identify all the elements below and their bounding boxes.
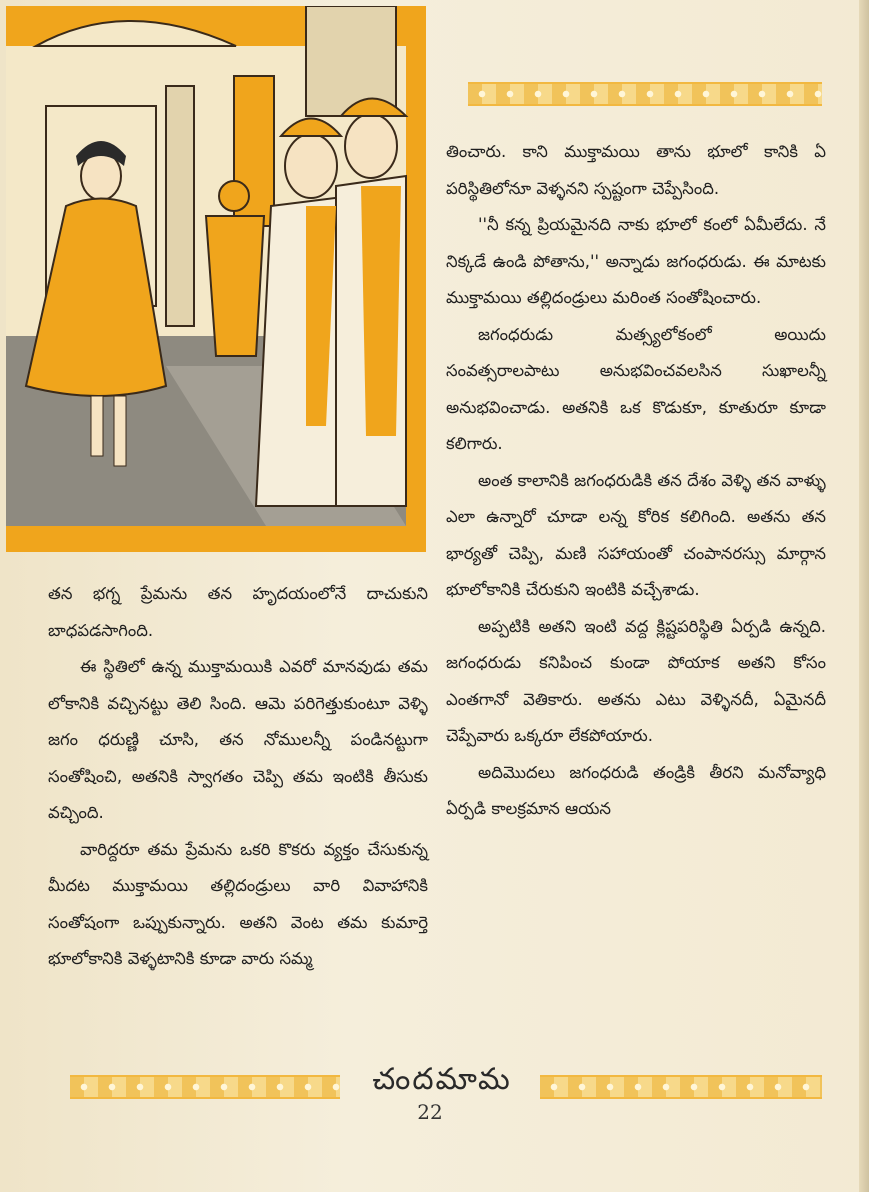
paragraph: అప్పటికి అతని ఇంటి వద్ద క్లిష్టపరిస్థితి ఏర్పడి ఉన్నది. జగంధరుడు కనిపించ కుండా పోయాక అతని కోసం ఎంతగానో వెతికారు. అతను ఎటు వెళ్ళినదీ, ఏమైనదీ చెప్పేవారు ఒక్కరూ లేకపోయారు. [446, 616, 826, 745]
ornament-band-footer-right [540, 1075, 822, 1099]
illustration-drawing [6, 6, 426, 552]
text-column-right [446, 134, 826, 828]
paragraph: జగంధరుడు మత్స్యలోకంలో అయిదు సంవత్సరాలపాటు అనుభవించవలసిన సుఖాలన్నీ అనుభవించాడు. అతనికి ఒక కొడుకూ, కూతురూ కూడా కలిగారు. [446, 324, 826, 453]
page-number: 22 [417, 1100, 443, 1124]
ornament-band-footer-left [70, 1075, 340, 1099]
paragraph: ''నీ కన్న ప్రియమైనది నాకు భూలో కంలో ఏమీలేదు. నే నిక్కడే ఉండి పోతాను,'' అన్నాడు జగంధరుడు. ఈ మాటకు ముక్తామయి తల్లిదండ్రులు మరింత సంతోషించారు. [446, 215, 826, 307]
paragraph: తించారు. కాని ముక్తామయి తాను భూలో కానికి ఏ పరిస్థితిలోనూ వెళ్ళనని స్పష్టంగా చెప్పేసింది. [446, 142, 826, 198]
paragraph: తన భగ్న ప్రేమను తన హృదయంలోనే దాచుకుని బాధపడసాగింది. [48, 584, 428, 640]
ornament-band-top [468, 82, 822, 106]
paragraph: వారిద్దరూ తమ ప్రేమను ఒకరి కొకరు వ్యక్తం చేసుకున్న మీదట ముక్తామయి తల్లిదండ్రులు వారి వివాహానికి సంతోషంగా ఒప్పుకున్నారు. అతని వెంట తమ కుమార్తె భూలోకానికి వెళ్ళటానికి కూడా వారు సమ్మ [48, 839, 428, 968]
paragraph: అదిమొదలు జగంధరుడి తండ్రికి తీరని మనోవ్యాధి ఏర్పడి కాలక్రమాన ఆయన [446, 762, 826, 818]
page-edge [859, 0, 869, 1192]
paragraph: ఈ స్థితిలో ఉన్న ముక్తామయికి ఎవరో మానవుడు తమ లోకానికి వచ్చినట్టు తెలి సింది. ఆమె పరిగెత్తుకుంటూ వెళ్ళి జగం ధరుణ్ణి చూసి, తన నోములన్నీ పండినట్టుగా సంతోషించి, అతనికి స్వాగతం చెప్పి తమ ఇంటికి తీసుకు వచ్చింది. [48, 657, 428, 822]
text-column-left [48, 576, 428, 978]
magazine-title: చందమామ [372, 1062, 512, 1097]
paragraph: అంత కాలానికి జగంధరుడికి తన దేశం వెళ్ళి తన వాళ్ళు ఎలా ఉన్నారో చూడా లన్న కోరిక కలిగింది. అతను తన భార్యతో చెప్పి, మణి సహాయంతో చంపానరస్సు మార్గాన భూలోకానికి చేరుకుని ఇంటికి వచ్చేశాడు. [446, 470, 826, 599]
story-illustration [6, 6, 426, 552]
